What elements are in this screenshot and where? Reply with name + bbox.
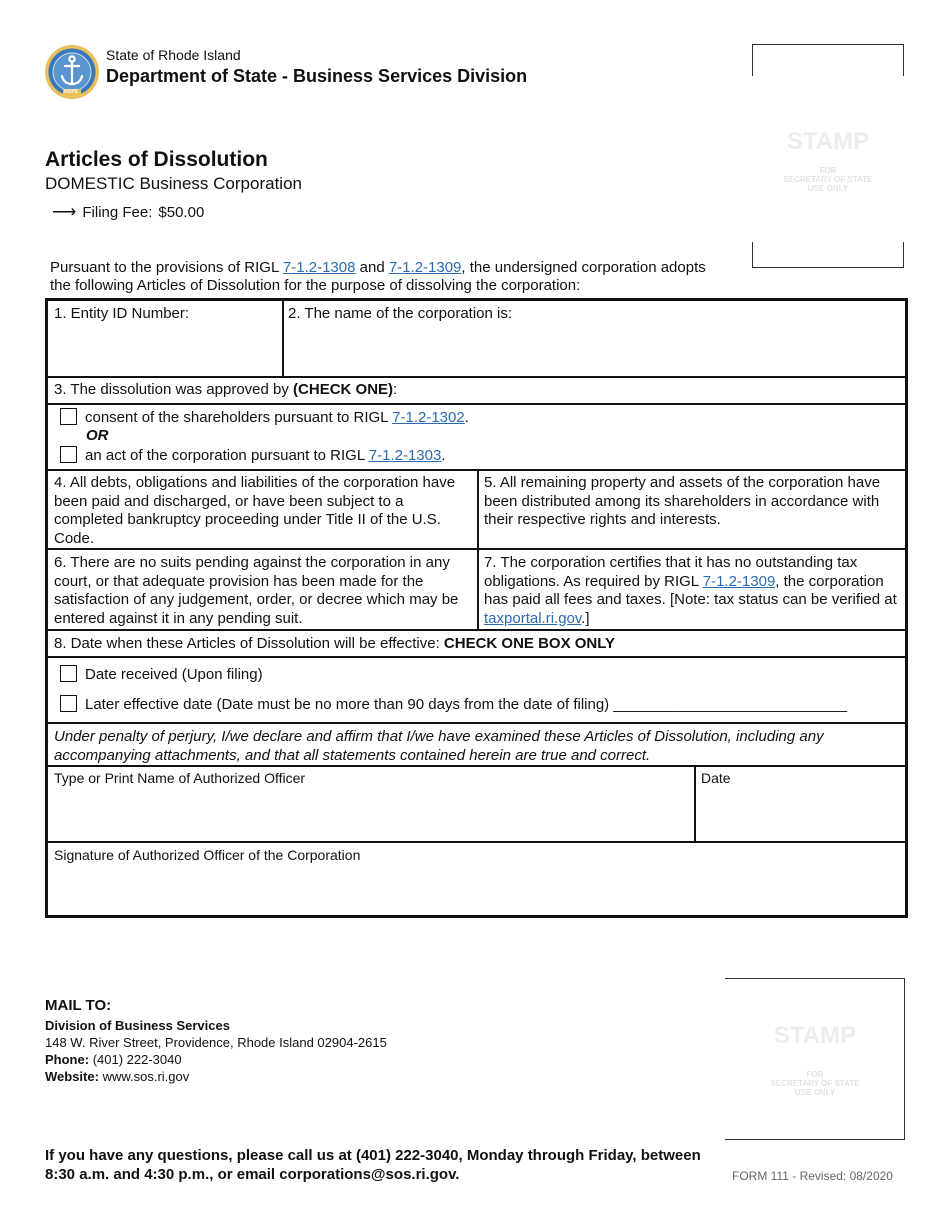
or-label: OR: [86, 427, 109, 444]
taxportal-link[interactable]: taxportal.ri.gov: [484, 609, 582, 627]
stamp-sub-1: FOR: [806, 1070, 824, 1079]
rigl-1309-link[interactable]: 7-1.2-1309: [388, 259, 462, 276]
dissolution-form: [45, 298, 908, 918]
form-number: FORM 111 - Revised: 08/2020: [732, 1169, 893, 1183]
stamp-sub-1: FOR: [819, 166, 837, 175]
option-corporation-act: [60, 446, 446, 464]
stamp-box-bottom: [725, 978, 905, 1140]
option-text: .: [441, 447, 446, 464]
q5-statement: 5. All remaining property and assets of the corporation have been distributed among its shareholders in accordance with their respective rights and interests.: [484, 474, 881, 528]
intro-text: and: [355, 259, 389, 276]
option-text: consent of the shareholders pursuant to RIGL: [85, 409, 393, 426]
state-name: State of Rhode Island: [106, 47, 241, 63]
mail-phone: [45, 1051, 387, 1068]
later-date-checkbox[interactable]: [60, 695, 77, 712]
entity-id-field[interactable]: [48, 325, 282, 375]
form-title: Articles of Dissolution: [45, 148, 268, 171]
mail-address: 148 W. River Street, Providence, Rhode Island 02904-2615: [45, 1035, 387, 1050]
mail-to-section: [45, 997, 387, 1085]
phone-value: (401) 222-3040: [92, 1052, 182, 1067]
stamp-sub-2: SECRETARY OF STATE: [783, 175, 873, 184]
corporation-name-label: 2. The name of the corporation is:: [288, 305, 513, 322]
option-text: an act of the corporation pursuant to RIGL: [85, 447, 369, 464]
corporation-act-checkbox[interactable]: [60, 446, 77, 463]
seal-text: HOPE: [64, 89, 79, 95]
option-text: Date received (Upon filing): [85, 666, 263, 683]
fee-amount: $50.00: [158, 204, 205, 221]
q4-statement: 4. All debts, obligations and liabilities of the corporation have been paid and discharged, or have been subject to a completed bankruptcy proceeding under Title II of the U.S. Code.: [54, 474, 456, 547]
stamp-sub-3: USE ONLY: [794, 1088, 836, 1097]
fee-label: Filing Fee:: [82, 204, 153, 221]
date-label: Date: [701, 770, 731, 786]
intro-text: the following Articles of Dissolution for the purpose of dissolving the corporation:: [50, 277, 581, 294]
q3-text: 3. The dissolution was approved by: [54, 381, 294, 398]
q3-bold: (CHECK ONE): [293, 381, 394, 398]
q7-statement: [484, 554, 904, 628]
entity-id-label: 1. Entity ID Number:: [54, 305, 190, 322]
option-shareholders: [60, 408, 469, 426]
stamp-sub-2: SECRETARY OF STATE: [770, 1079, 860, 1088]
rigl-1308-link[interactable]: 7-1.2-1308: [282, 259, 356, 276]
rigl-1309-link-2[interactable]: 7-1.2-1309: [702, 572, 776, 590]
q8-bold: CHECK ONE BOX ONLY: [443, 635, 616, 652]
mail-heading: MAIL TO:: [45, 997, 112, 1014]
q7-text: 7. The corporation certifies that it has no outstanding tax obligations. As required by RIGL: [484, 554, 858, 590]
phone-label: Phone:: [45, 1052, 90, 1067]
stamp-box-top: [752, 44, 904, 268]
mail-org: Division of Business Services: [45, 1018, 230, 1033]
rigl-1303-link[interactable]: 7-1.2-1303: [368, 447, 442, 464]
perjury-statement: Under penalty of perjury, I/we declare and affirm that I/we have examined these Articles of Dissolution, including any accompanying attachments, and that all statements contained herein are true and correct.: [54, 728, 824, 764]
mail-website: [45, 1068, 387, 1085]
intro-text: Pursuant to the provisions of RIGL: [50, 259, 283, 276]
website-value: www.sos.ri.gov: [102, 1069, 190, 1084]
option-text: .: [464, 409, 469, 426]
stamp-label: STAMP: [786, 128, 870, 155]
option-later-date: [60, 695, 847, 713]
date-received-checkbox[interactable]: [60, 665, 77, 682]
shareholders-checkbox[interactable]: [60, 408, 77, 425]
q6-statement: 6. There are no suits pending against the corporation in any court, or that adequate provision has been made for the satisfaction of any judgement, order, or decree which may be entered against it in any pending suit.: [54, 554, 459, 627]
corporation-name-field[interactable]: [284, 325, 904, 375]
signature-field[interactable]: [48, 866, 905, 914]
q8-label: [54, 635, 615, 654]
later-date-field[interactable]: Later effective date (Date must be no more than 90 days from the date of filing) ____________________________: [85, 696, 847, 713]
contact-note: If you have any questions, please call us at (401) 222-3040, Monday through Friday, between 8:30 a.m. and 4:30 p.m., or email corporations@sos.ri.gov.: [45, 1147, 701, 1183]
option-date-received: [60, 665, 263, 683]
q3-label: [54, 381, 397, 400]
officer-name-field[interactable]: [48, 789, 693, 839]
form-subtitle: DOMESTIC Business Corporation: [45, 174, 302, 193]
intro-paragraph: [50, 259, 750, 295]
q7-text: .]: [581, 609, 590, 627]
stamp-sub-3: USE ONLY: [807, 184, 849, 193]
stamp-label: STAMP: [773, 1022, 857, 1049]
q7-text: , the corporation has paid all fees and taxes. [Note: tax status can be verified at: [484, 572, 897, 608]
q8-text: 8. Date when these Articles of Dissolution will be effective:: [54, 635, 444, 652]
q3-suffix: :: [393, 381, 398, 398]
filing-fee: [52, 202, 204, 222]
website-label: Website:: [45, 1069, 99, 1084]
signature-label: Signature of Authorized Officer of the Corporation: [54, 847, 361, 863]
intro-text: , the undersigned corporation adopts: [461, 259, 706, 276]
department-name: Department of State - Business Services Division: [106, 66, 528, 86]
officer-name-label: Type or Print Name of Authorized Officer: [54, 770, 306, 786]
arrow-right-icon: ⟶: [52, 202, 77, 221]
rigl-1302-link[interactable]: 7-1.2-1302: [392, 409, 465, 426]
date-field[interactable]: [697, 789, 904, 839]
